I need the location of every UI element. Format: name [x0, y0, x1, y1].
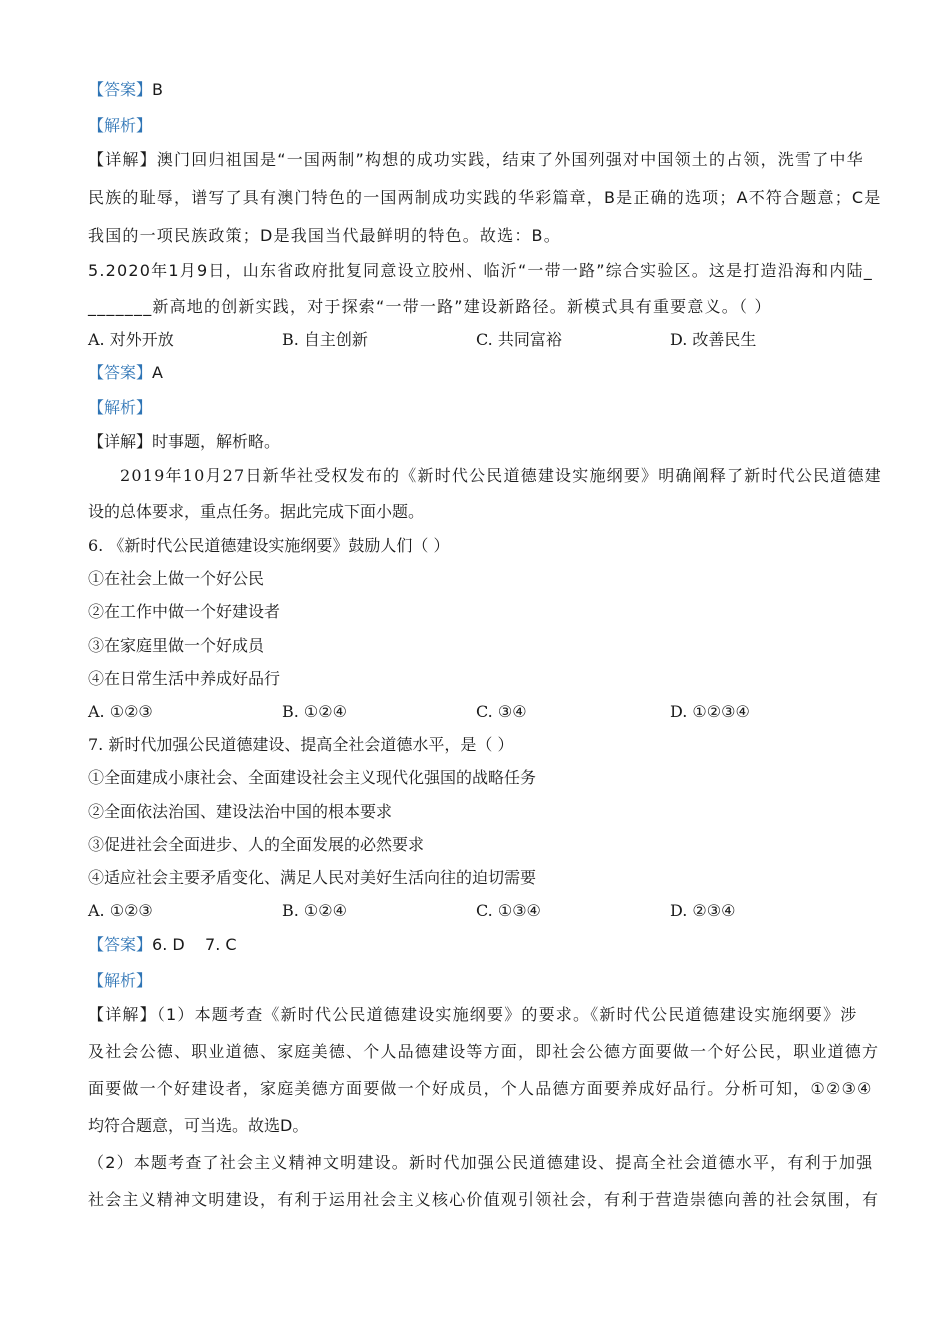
q6-option-b: B. ①②④ [282, 702, 347, 721]
q7-option-d: D. ②③④ [670, 901, 736, 920]
detail-tag: 【详解】 [88, 432, 153, 451]
q4-detail-line-1: 【详解】澳门回归祖国是“一国两制”构想的成功实践，结束了外国列强对中国领土的占领，洗雪了中华 [88, 150, 864, 169]
q7-item-3: ③促进社会全面进步、人的全面发展的必然要求 [88, 835, 425, 854]
q5-detail-line: 【详解】时事题，解析略。 [88, 432, 281, 451]
q67-detail-line-3: 面要做一个好建设者，家庭美德方面要做一个好成员，个人品德方面要养成好品行。分析可知，①②③④ [88, 1079, 873, 1098]
q6-option-c: C. ③④ [476, 702, 527, 721]
q67-detail-line-5: （2）本题考查了社会主义精神文明建设。新时代加强公民道德建设、提高全社会道德水平，有利于加强 [88, 1153, 874, 1172]
q6-item-1: ①在社会上做一个好公民 [88, 569, 265, 588]
q67-detail-line-2: 及社会公德、职业道德、家庭美德、个人品德建设等方面，即社会公德方面要做一个好公民，职业道德方 [88, 1042, 880, 1061]
q6-option-a: A. ①②③ [88, 702, 153, 721]
q5-analysis-tag: 【解析】 [88, 398, 153, 417]
answer-tag: 【答案】 [88, 935, 153, 954]
q6-stem: 6. 《新时代公民道德建设实施纲要》鼓励人们（ ） [88, 536, 450, 555]
q67-answer: 6. D 7. C [152, 935, 237, 954]
detail-tag: 【详解】 [88, 1005, 157, 1024]
q6-item-3: ③在家庭里做一个好成员 [88, 636, 265, 655]
q7-item-1: ①全面建成小康社会、全面建设社会主义现代化强国的战略任务 [88, 768, 537, 787]
q7-option-c: C. ①③④ [476, 901, 541, 920]
answer-tag: 【答案】 [88, 80, 153, 99]
q4-answer-line [88, 79, 163, 101]
q5-option-b: B. 自主创新 [282, 330, 368, 349]
q67-detail-line-4: 均符合题意，可当选。故选D。 [88, 1116, 309, 1135]
q5-option-d: D. 改善民生 [670, 330, 757, 349]
q6-item-2: ②在工作中做一个好建设者 [88, 602, 281, 621]
q7-item-4: ④适应社会主要矛盾变化、满足人民对美好生活向往的迫切需要 [88, 868, 537, 887]
q7-option-b: B. ①②④ [282, 901, 347, 920]
q7-option-a: A. ①②③ [88, 901, 153, 920]
q67-answer-line [88, 934, 237, 956]
q5-option-a: A. 对外开放 [88, 330, 174, 349]
q5-option-c: C. 共同富裕 [476, 330, 562, 349]
q7-item-2: ②全面依法治国、建设法治中国的根本要求 [88, 802, 393, 821]
q6-item-4: ④在日常生活中养成好品行 [88, 669, 281, 688]
q4-detail-line-3: 我国的一项民族政策；D是我国当代最鲜明的特色。故选：B。 [88, 226, 561, 245]
q5-answer: A [152, 363, 163, 382]
intro-line-1: 2019年10月27日新华社受权发布的《新时代公民道德建设实施纲要》明确阐释了新时代公民道德建 [120, 466, 882, 485]
q5-answer-line [88, 362, 163, 384]
q67-detail-line-1: 【详解】（1）本题考查《新时代公民道德建设实施纲要》的要求。《新时代公民道德建设实施纲要》涉 [88, 1005, 858, 1024]
q5-stem-line-2: _______新高地的创新实践，对于探索“一带一路”建设新路径。新模式具有重要意义。（ ） [88, 297, 772, 316]
q5-stem-line-1: 5.2020年1月9日，山东省政府批复同意设立胶州、临沂“一带一路”综合实验区。这是打造沿海和内陆_ [88, 261, 873, 280]
q67-detail-line-6: 社会主义精神文明建设，有利于运用社会主义核心价值观引领社会，有利于营造崇德向善的社会氛围，有 [88, 1190, 880, 1209]
q4-detail-line-2: 民族的耻辱，谱写了具有澳门特色的一国两制成功实践的华彩篇章，B是正确的选项；A不符合题意；C是 [88, 188, 882, 207]
q7-stem: 7. 新时代加强公民道德建设、提高全社会道德水平，是（ ） [88, 735, 514, 754]
q67-analysis-tag: 【解析】 [88, 971, 153, 990]
q4-answer: B [152, 80, 163, 99]
intro-line-2: 设的总体要求，重点任务。据此完成下面小题。 [88, 502, 425, 521]
q6-option-d: D. ①②③④ [670, 702, 750, 721]
detail-tag: 【详解】 [88, 150, 157, 169]
answer-tag: 【答案】 [88, 363, 153, 382]
q4-analysis-tag: 【解析】 [88, 116, 153, 135]
